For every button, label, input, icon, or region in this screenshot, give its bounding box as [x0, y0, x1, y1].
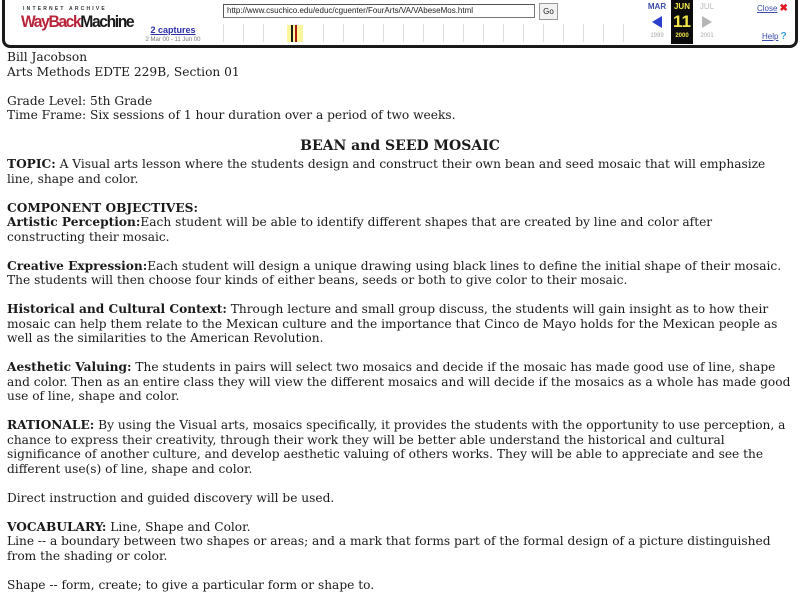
logo-internet-archive-text: INTERNET ARCHIVE [23, 6, 107, 12]
timeline-tick [363, 24, 364, 42]
rationale-text: By using the Visual arts, mosaics specifically, it provides the students with the opportunity to use perception, a chance to express their creativity, through their work they will be better able understand the historical and cultural significance of another culture, and develop aesthetic valuing of others works. They will be able to appreciate and see the different use(s) of line, shape and color. [7, 418, 786, 476]
topic-text: A Visual arts lesson where the students design and construct their own bean and seed mosaic that will emphasize line, shape and color. [7, 157, 766, 186]
rationale-label: RATIONALE: [7, 418, 95, 432]
help-icon[interactable]: ? [780, 31, 787, 42]
logo-back: Back [48, 12, 81, 31]
historical-context-section [7, 302, 793, 346]
page-title: BEAN and SEED MOSAIC [300, 138, 500, 154]
prev-year: 1999 [650, 33, 664, 39]
historical-context-text: Through lecture and small group discuss, the students will gain insight as to how their mosaic can help them relate to the Mexican culture and the importance that Cinco de Mayo holds for the Mexican people as well as the similarities to the American Revolution. [7, 302, 778, 345]
rationale-section [7, 418, 793, 476]
help-button[interactable] [762, 31, 787, 42]
next-year: 2001 [700, 33, 714, 39]
next-month: JUL [699, 2, 715, 11]
timeline-tick [223, 24, 224, 42]
captures-range: 2 Mar 00 - 11 Jun 00 [145, 37, 201, 43]
capture-bar[interactable] [291, 25, 293, 42]
timeline-tick [503, 24, 504, 42]
timeline-tick [323, 24, 324, 42]
timeline-tick [383, 24, 384, 42]
current-month: JUN [673, 2, 690, 11]
captures-link[interactable]: 2 captures [150, 25, 196, 35]
creative-expression-label: Creative Expression: [7, 258, 148, 273]
timeline-tick [443, 24, 444, 42]
wayback-logo[interactable] [21, 6, 134, 36]
vocabulary-text: Line, Shape and Color. [106, 519, 251, 534]
aesthetic-valuing-label: Aesthetic Valuing: [7, 360, 132, 374]
timeline-tick [263, 24, 264, 42]
capture-bar-current[interactable] [295, 25, 297, 42]
close-link[interactable]: Close [757, 4, 778, 13]
go-button[interactable]: Go [539, 3, 558, 20]
time-frame: Time Frame: Six sessions of 1 hour duration over a period of two weeks. [7, 108, 456, 122]
logo-wayback-machine-text [21, 12, 134, 32]
timeline-tick [423, 24, 424, 42]
aesthetic-valuing-section [7, 360, 793, 404]
grade-level: Grade Level: 5th Grade [7, 93, 153, 108]
topic-section [7, 157, 793, 186]
current-year: 2000 [675, 33, 689, 39]
shape-definition: Shape -- form, create; to give a particular form or shape to. [7, 577, 375, 592]
timeline-tick [343, 24, 344, 42]
timeline-tick [463, 24, 464, 42]
prev-arrow-icon[interactable] [652, 16, 662, 28]
vocabulary-label: VOCABULARY: [7, 519, 107, 534]
artistic-perception-section [7, 201, 793, 245]
lesson-meta [7, 94, 793, 123]
topic-label: TOPIC: [7, 157, 56, 171]
timeline-tick [403, 24, 404, 42]
vocabulary-section [7, 520, 793, 564]
instruction-text: Direct instruction and guided discovery will be used. [7, 490, 335, 505]
page-content [0, 48, 800, 592]
artistic-perception-label: Artistic Perception: [7, 215, 141, 229]
creative-expression-section [7, 259, 793, 288]
current-day: 11 [673, 12, 691, 31]
timeline-tick [243, 24, 244, 42]
objectives-heading: COMPONENT OBJECTIVES: [7, 200, 198, 215]
timeline-tick [563, 24, 564, 42]
logo-machine: Machine [80, 12, 134, 31]
calendar-current [671, 0, 693, 44]
timeline-tick [523, 24, 524, 42]
line-definition: Line -- a boundary between two shapes or areas; and a mark that forms part of the formal design of a picture distinguished from the shading or color. [7, 534, 771, 563]
creative-expression-text: Each student will design a unique drawing using black lines to define the initial shape of their mosaic. The students will then choose four kinds of either beans, seeds or both to give color to their mosaic. [7, 258, 782, 287]
prev-month[interactable]: MAR [647, 2, 667, 11]
captures-info [137, 25, 209, 45]
calendar-prev[interactable] [645, 0, 669, 44]
help-link[interactable]: Help [762, 32, 779, 41]
url-input[interactable]: http://www.csuchico.edu/educ/cguenter/FourArts/VA/VAbeseMos.html [223, 4, 535, 18]
wayback-toolbar [2, 0, 798, 48]
logo-way: Way [21, 12, 49, 31]
timeline-tick [543, 24, 544, 42]
header-block [7, 50, 793, 79]
course-name: Arts Methods EDTE 229B, Section 01 [7, 64, 240, 79]
timeline-tick [583, 24, 584, 42]
timeline-tick [603, 24, 604, 42]
aesthetic-valuing-text: The students in pairs will select two mosaics and decide if the mosaic has made good use of line, shape and color. Then as an entire class they will view the different mosaics and will decide if the mosaics as a whole has made good use of line, shape and color. [7, 360, 791, 403]
historical-context-label: Historical and Cultural Context: [7, 302, 227, 316]
close-icon[interactable]: ✖ [779, 3, 788, 14]
calendar-next [695, 0, 719, 44]
capture-timeline[interactable] [223, 22, 641, 44]
close-button[interactable] [757, 3, 788, 14]
next-arrow-icon [702, 16, 712, 28]
timeline-tick [623, 24, 624, 42]
author-name: Bill Jacobson [7, 50, 88, 64]
timeline-tick [483, 24, 484, 42]
artistic-perception-text: Each student will be able to identify different shapes that are created by line and color after constructing their mosaic. [7, 215, 713, 244]
